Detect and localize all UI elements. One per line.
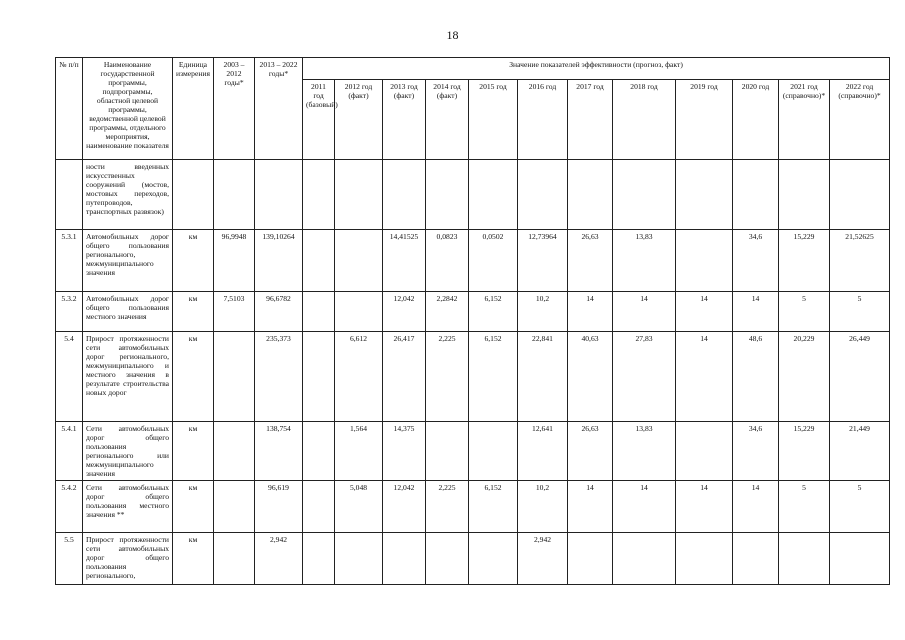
header-year: 2021 год (справочно)*	[779, 80, 830, 160]
table-row	[56, 422, 890, 481]
year-value: 14	[613, 292, 676, 332]
header-year: 2018 год	[613, 80, 676, 160]
year-value	[383, 160, 426, 230]
row-unit	[173, 160, 214, 230]
row-unit: км	[173, 292, 214, 332]
year-value: 21,449	[830, 422, 890, 481]
row-unit: км	[173, 332, 214, 422]
year-value	[335, 230, 383, 292]
year-value	[303, 332, 335, 422]
year-value	[426, 533, 469, 585]
value-2013-2022: 96,619	[255, 481, 303, 533]
year-value	[676, 230, 733, 292]
year-value: 26,63	[568, 422, 613, 481]
value-2013-2022: 235,373	[255, 332, 303, 422]
row-number: 5.3.2	[56, 292, 83, 332]
row-number: 5.4.2	[56, 481, 83, 533]
table-row	[56, 481, 890, 533]
year-value: 14,41525	[383, 230, 426, 292]
year-value: 10,2	[518, 481, 568, 533]
year-value: 14	[676, 481, 733, 533]
year-value	[518, 160, 568, 230]
year-value	[830, 160, 890, 230]
header-year: 2015 год	[469, 80, 518, 160]
year-value	[733, 160, 779, 230]
row-number: 5.4.1	[56, 422, 83, 481]
value-2003-2012	[214, 422, 255, 481]
header-year: 2011 год (базовый)	[303, 80, 335, 160]
year-value: 6,152	[469, 481, 518, 533]
year-value: 2,225	[426, 332, 469, 422]
year-value: 2,225	[426, 481, 469, 533]
year-value	[676, 160, 733, 230]
value-2003-2012	[214, 332, 255, 422]
year-value	[676, 422, 733, 481]
year-value: 26,63	[568, 230, 613, 292]
year-value: 13,83	[613, 230, 676, 292]
year-value	[303, 160, 335, 230]
year-value: 40,63	[568, 332, 613, 422]
row-unit: км	[173, 533, 214, 585]
year-value: 13,83	[613, 422, 676, 481]
year-value	[469, 533, 518, 585]
year-value: 2,942	[518, 533, 568, 585]
year-value: 34,6	[733, 422, 779, 481]
year-value: 5	[779, 292, 830, 332]
year-value: 26,417	[383, 332, 426, 422]
value-2013-2022: 2,942	[255, 533, 303, 585]
row-name: Автомобильных дорог общего пользования местного значения	[83, 292, 173, 332]
year-value: 12,042	[383, 481, 426, 533]
year-value	[303, 533, 335, 585]
table-row	[56, 160, 890, 230]
year-value	[568, 533, 613, 585]
year-value	[733, 533, 779, 585]
year-value	[613, 160, 676, 230]
year-value	[383, 533, 426, 585]
year-value: 15,229	[779, 422, 830, 481]
year-value: 0,0502	[469, 230, 518, 292]
year-value: 0,0823	[426, 230, 469, 292]
year-value: 21,52625	[830, 230, 890, 292]
year-value: 14	[568, 292, 613, 332]
header-year: 2014 год (факт)	[426, 80, 469, 160]
efficiency-indicators-table	[55, 57, 890, 585]
year-value: 14	[733, 292, 779, 332]
header-year: 2017 год	[568, 80, 613, 160]
row-name: Прирост протяженности сети автомобильных дорог общего пользования регионального,	[83, 533, 173, 585]
value-2003-2012	[214, 533, 255, 585]
year-value: 10,2	[518, 292, 568, 332]
year-value	[469, 422, 518, 481]
header-year: 2022 год (справочно)*	[830, 80, 890, 160]
year-value: 5,048	[335, 481, 383, 533]
year-value: 14	[568, 481, 613, 533]
year-value: 2,2842	[426, 292, 469, 332]
year-value	[613, 533, 676, 585]
header-year: 2013 год (факт)	[383, 80, 426, 160]
header-2003-2012: 2003 – 2012 годы*	[214, 58, 255, 160]
year-value: 6,152	[469, 332, 518, 422]
row-name: Сети автомобильных дорог общего пользования местного значения **	[83, 481, 173, 533]
year-value	[335, 292, 383, 332]
table-row	[56, 332, 890, 422]
year-value: 5	[779, 481, 830, 533]
row-number	[56, 160, 83, 230]
year-value: 26,449	[830, 332, 890, 422]
row-name: Сети автомобильных дорог общего пользования регионального или межмуниципального значения	[83, 422, 173, 481]
year-value: 14	[613, 481, 676, 533]
value-2013-2022: 138,754	[255, 422, 303, 481]
year-value: 34,6	[733, 230, 779, 292]
year-value	[426, 422, 469, 481]
header-num: № п/п	[56, 58, 83, 160]
row-name: Автомобильных дорог общего пользования регионального, межмуниципального значения	[83, 230, 173, 292]
year-value: 22,841	[518, 332, 568, 422]
year-value: 12,73964	[518, 230, 568, 292]
year-value: 1,564	[335, 422, 383, 481]
table-row	[56, 533, 890, 585]
year-value: 12,641	[518, 422, 568, 481]
table-row	[56, 292, 890, 332]
header-unit: Единица измерения	[173, 58, 214, 160]
year-value: 6,612	[335, 332, 383, 422]
header-name: Наименование государственной программы, подпрограммы, областной целевой программы, ведомственной целевой программы, отдельного мероприятия, наименование показателя	[83, 58, 173, 160]
year-value	[303, 481, 335, 533]
year-value: 6,152	[469, 292, 518, 332]
year-value: 12,042	[383, 292, 426, 332]
row-unit: км	[173, 230, 214, 292]
year-value	[335, 160, 383, 230]
header-year: 2016 год	[518, 80, 568, 160]
value-2013-2022: 139,10264	[255, 230, 303, 292]
year-value	[568, 160, 613, 230]
year-value: 20,229	[779, 332, 830, 422]
table-row	[56, 230, 890, 292]
header-efficiency-group: Значение показателей эффективности (прогноз, факт)	[303, 58, 890, 80]
header-year: 2020 год	[733, 80, 779, 160]
page-number: 18	[446, 28, 459, 42]
year-value: 14,375	[383, 422, 426, 481]
header-year: 2012 год (факт)	[335, 80, 383, 160]
value-2003-2012	[214, 481, 255, 533]
row-name: Прирост протяженности сети автомобильных дорог регионального, межмуниципального и местного значения в результате строительства новых дорог	[83, 332, 173, 422]
header-2013-2022: 2013 – 2022 годы*	[255, 58, 303, 160]
year-value	[779, 160, 830, 230]
year-value	[830, 533, 890, 585]
year-value: 5	[830, 292, 890, 332]
year-value	[676, 533, 733, 585]
row-name: ности введенных искусственных сооружений (мостов, мостовых переходов, путепроводов, транспортных развязок)	[83, 160, 173, 230]
row-unit: км	[173, 422, 214, 481]
year-value	[779, 533, 830, 585]
value-2013-2022	[255, 160, 303, 230]
year-value	[335, 533, 383, 585]
year-value: 48,6	[733, 332, 779, 422]
year-value: 15,229	[779, 230, 830, 292]
year-value	[469, 160, 518, 230]
year-value	[303, 422, 335, 481]
row-number: 5.3.1	[56, 230, 83, 292]
row-unit: км	[173, 481, 214, 533]
row-number: 5.4	[56, 332, 83, 422]
year-value	[303, 292, 335, 332]
year-value: 5	[830, 481, 890, 533]
row-number: 5.5	[56, 533, 83, 585]
value-2003-2012: 96,9948	[214, 230, 255, 292]
year-value: 27,83	[613, 332, 676, 422]
value-2003-2012	[214, 160, 255, 230]
header-year: 2019 год	[676, 80, 733, 160]
year-value	[303, 230, 335, 292]
year-value: 14	[733, 481, 779, 533]
value-2013-2022: 96,6782	[255, 292, 303, 332]
year-value: 14	[676, 292, 733, 332]
year-value	[426, 160, 469, 230]
value-2003-2012: 7,5103	[214, 292, 255, 332]
year-value: 14	[676, 332, 733, 422]
